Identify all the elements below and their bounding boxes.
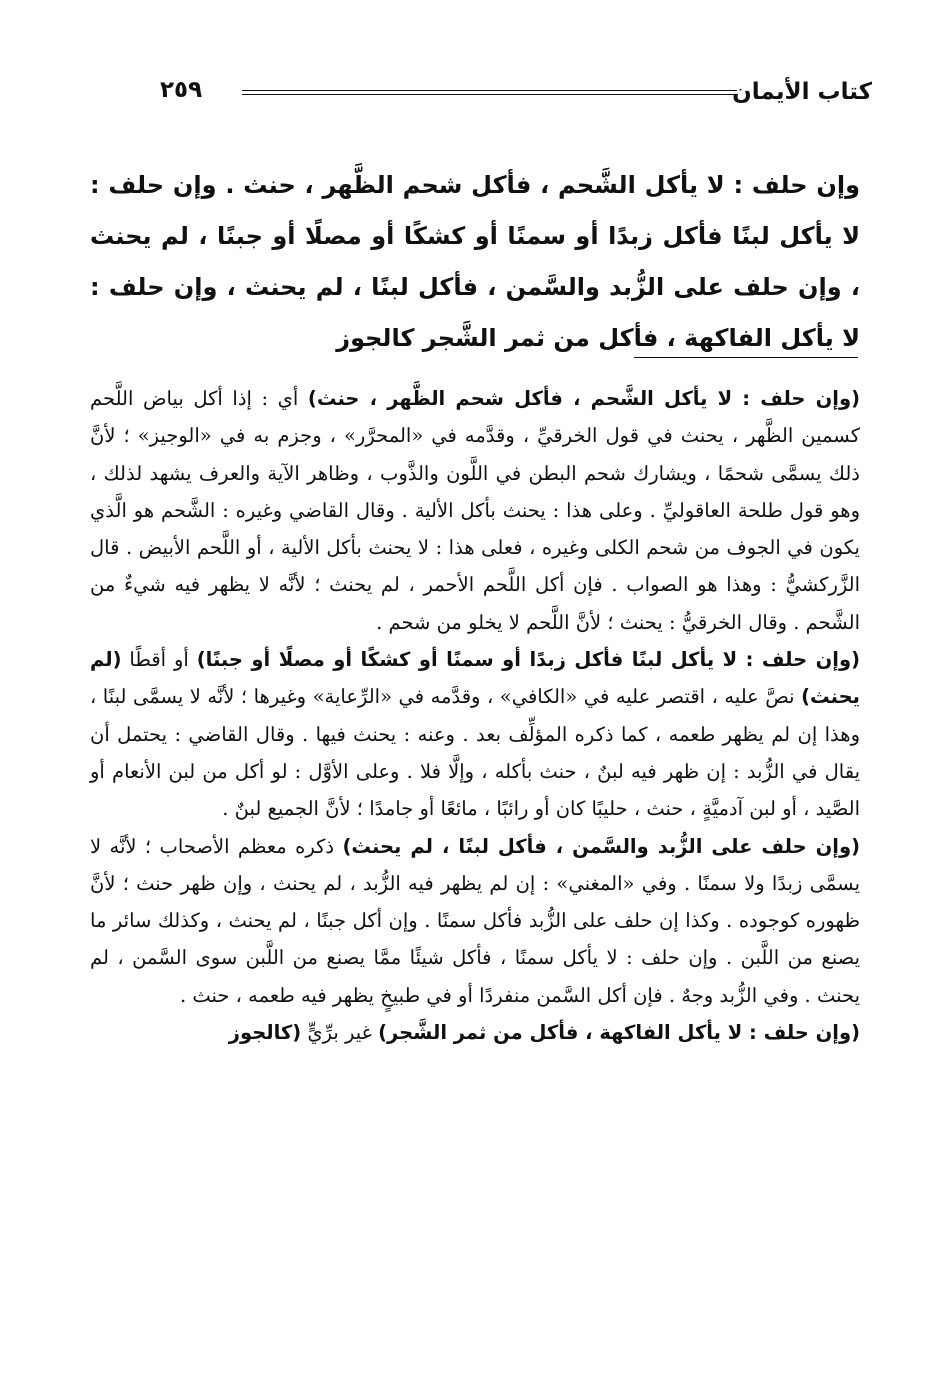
commentary bbox=[90, 380, 860, 1051]
quoted-matn: (وإن حلف على الزُّبد والسَّمن ، فأكل لبنًا ، لم يحنث) bbox=[342, 834, 860, 858]
commentary-text: أو أقطًا bbox=[121, 648, 197, 672]
header-rule bbox=[242, 90, 737, 95]
quoted-matn: (وإن حلف : لا يأكل لبنًا فأكل زبدًا أو سمنًا أو كشكًا أو مصلًا أو جبنًا) bbox=[196, 648, 861, 672]
commentary-text: نصَّ عليه ، اقتصر عليه في «الكافي» ، وقدَّمه في «الرِّعاية» وغيرها ؛ لأنَّه لا يسمَّى لبنًا ، وهذا إن لم يظهر طعمه ، كما ذكره المؤلِّف بعد . وعنه : يحنث فيها . وقال القاضي : يحتمل أن يقال في الزُّبد : إن ظهر فيه لبنٌ ، حنث بأكله ، وإلَّا فلا . وعلى الأوَّل : لو أكل من لبن الأنعام أو الصَّيد ، أو لبن آدميَّةٍ ، حنث ، حليبًا كان أو رائبًا ، مائعًا أو جامدًا ؛ لأنَّ الجميع لبنٌ . bbox=[90, 685, 860, 821]
quoted-matn: (وإن حلف : لا يأكل الفاكهة ، فأكل من ثمر الشَّجر) bbox=[378, 1021, 860, 1045]
commentary-paragraph bbox=[90, 828, 860, 1014]
commentary-text: أي : إذا أكل بياض اللَّحم كسمين الظَّهر ، يحنث في قول الخرقيِّ ، وقدَّمه في «المحرَّر» ، وجزم به في «الوجيز» ؛ لأنَّ ذلك يسمَّى شحمًا ، ويشارك شحم البطن في اللَّون والذَّوب ، وظاهر الآية والعرف يشهد لذلك ، وهو قول طلحة العاقوليِّ . وعلى هذا : يحنث بأكل الألية . وقال القاضي وغيره : الشَّحم هو الَّذي يكون في الجوف من شحم الكلى وغيره ، فعلى هذا : لا يحنث بأكل الألية ، أو اللَّحم الأبيض . قال الزَّركشيُّ : وهذا هو الصواب . فإن أكل اللَّحم الأحمر ، لم يحنث ؛ لأنَّه لا يظهر فيه شيءٌ من الشَّحم . وقال الخرقيُّ : يحنث ؛ لأنَّ اللَّحم لا يخلو من شحم . bbox=[90, 387, 860, 634]
commentary-text: غير برِّيٍّ bbox=[301, 1021, 379, 1045]
running-title: كتاب الأيمان bbox=[732, 79, 872, 105]
commentary-paragraph bbox=[90, 380, 860, 641]
commentary-paragraph bbox=[90, 1014, 860, 1051]
commentary-text: ذكره معظم الأصحاب ؛ لأنَّه لا يسمَّى زبدًا ولا سمنًا . وفي «المغني» : إن لم يظهر فيه الزُّبد ، لم يحنث ، وإن ظهر حنث ؛ لأنَّ ظهوره كوجوده . وكذا إن حلف على الزُّبد فأكل سمنًا . وإن أكل جبنًا ، لم يحنث ، وكذلك سائر ما يصنع من اللَّبن . وإن حلف : لا يأكل سمنًا ، فأكل شيئًا ممَّا يصنع من اللَّبن سوى السَّمن ، لم يحنث . وفي الزُّبد وجهٌ . فإن أكل السَّمن منفردًا أو في طبيخٍ يظهر فيه طعمه ، حنث . bbox=[90, 834, 860, 1007]
quoted-matn: (وإن حلف : لا يأكل الشَّحم ، فأكل شحم الظَّهر ، حنث) bbox=[307, 387, 861, 410]
commentary-paragraph bbox=[90, 641, 860, 827]
matn-text: وإن حلف : لا يأكل الشَّحم ، فأكل شحم الظَّهر ، حنث . وإن حلف : لا يأكل لبنًا فأكل زبدًا أو سمنًا أو كشكًا أو مصلًا أو جبنًا ، لم يحنث ، وإن حلف على الزُّبد والسَّمن ، فأكل لبنًا ، لم يحنث ، وإن حلف : لا يأكل الفاكهة ، فأكل من ثمر الشَّجر كالجوز bbox=[90, 171, 860, 352]
page-header bbox=[160, 72, 872, 116]
quoted-matn: (كالجوز bbox=[228, 1021, 302, 1045]
section-divider bbox=[634, 357, 858, 358]
page-number: ٢٥٩ bbox=[160, 77, 203, 103]
quoted-matn: (لم يحنث) bbox=[90, 648, 860, 709]
